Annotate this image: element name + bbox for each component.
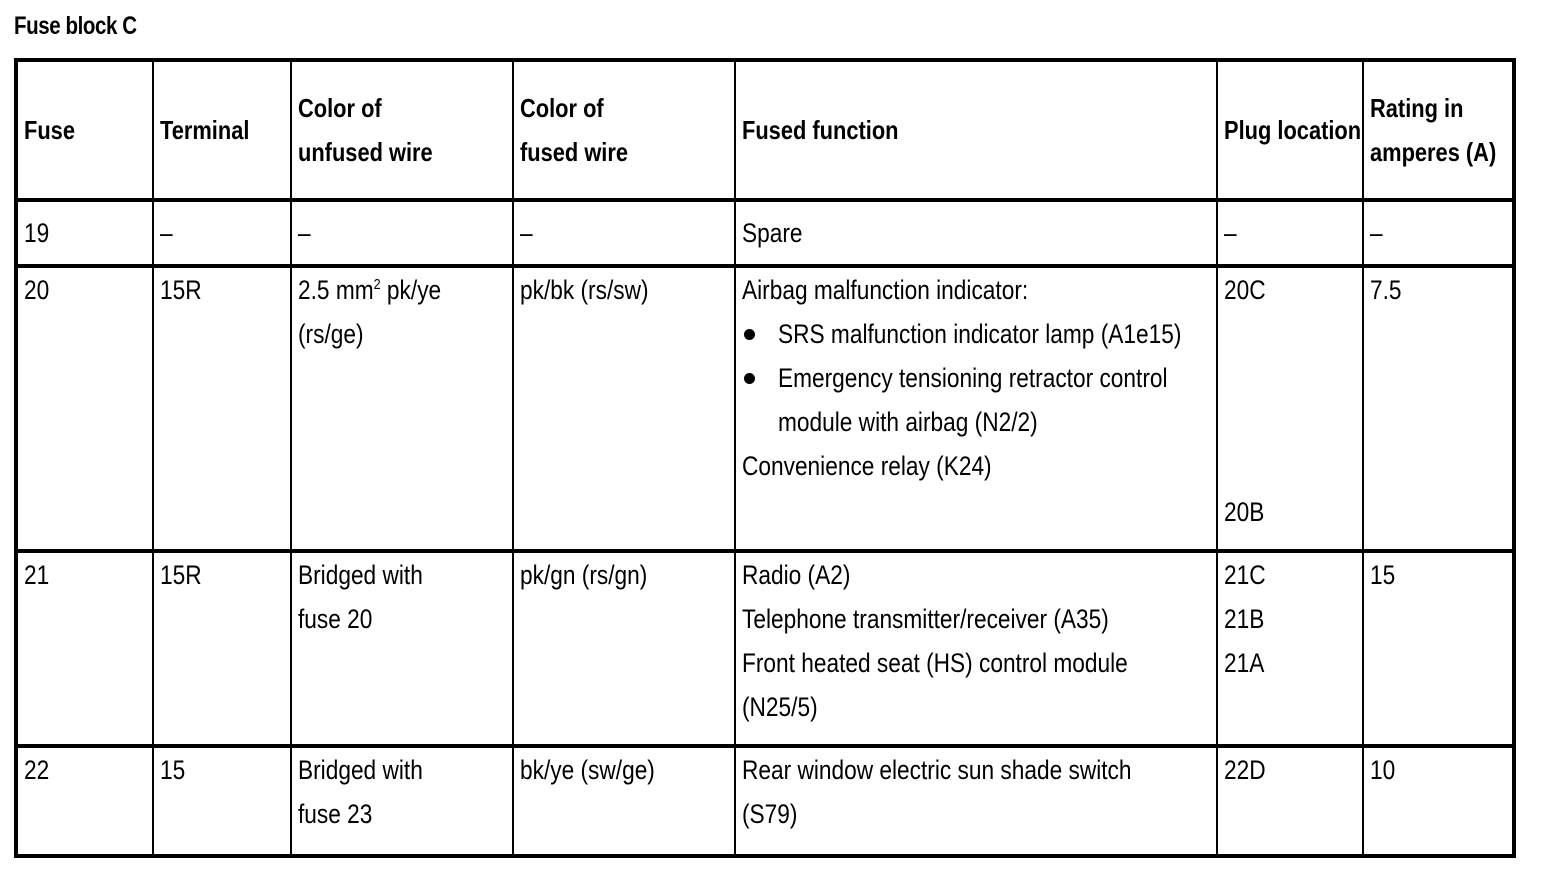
cell-fused-function: Spare [735, 200, 1217, 266]
cell-rating: 10 [1363, 746, 1514, 856]
cell-fused-function: Airbag malfunction indicator: SRS malfunction indicator lamp (A1e15) Emergency tensioning retractor control module with airbag (N2/2) Convenience relay (K24) [735, 266, 1217, 551]
cell-rating: 7.5 [1363, 266, 1514, 551]
cell-rating: 15 [1363, 551, 1514, 746]
fuse-table [14, 58, 1516, 858]
cell-terminal: 15R [153, 551, 291, 746]
header-fuse: Fuse [16, 60, 153, 200]
cell-fused-function: Rear window electric sun shade switch (S79) [735, 746, 1217, 856]
header-plug-location: Plug location [1217, 60, 1363, 200]
cell-rating: – [1363, 200, 1514, 266]
cell-fuse: 22 [16, 746, 153, 856]
cell-unfused-wire: Bridged with fuse 20 [291, 551, 513, 746]
cell-terminal: 15R [153, 266, 291, 551]
cell-terminal: 15 [153, 746, 291, 856]
header-unfused-wire: Color of unfused wire [291, 60, 513, 200]
table-row [16, 200, 1514, 266]
bullet-item: SRS malfunction indicator lamp (A1e15) [742, 312, 1210, 356]
bullet-icon [744, 373, 755, 384]
table-header-row [16, 60, 1514, 200]
header-fused-function: Fused function [735, 60, 1217, 200]
cell-unfused-wire: 2.5 $mm^2$ pk/ye (rs/ge) [291, 266, 513, 551]
bullet-item: Emergency tensioning retractor control module with airbag (N2/2) [742, 356, 1210, 444]
cell-plug-location: – [1217, 200, 1363, 266]
cell-fused-wire: – [513, 200, 735, 266]
cell-terminal: – [153, 200, 291, 266]
cell-plug-location: 22D [1217, 746, 1363, 856]
header-terminal: Terminal [153, 60, 291, 200]
cell-fused-wire: pk/gn (rs/gn) [513, 551, 735, 746]
cell-fused-function: Radio (A2) Telephone transmitter/receiver (A35) Front heated seat (HS) control module (N25/5) [735, 551, 1217, 746]
table-row [16, 746, 1514, 856]
page-title: Fuse block C [14, 12, 137, 40]
cell-fused-wire: bk/ye (sw/ge) [513, 746, 735, 856]
table-row [16, 266, 1514, 551]
cell-fuse: 21 [16, 551, 153, 746]
cell-unfused-wire: – [291, 200, 513, 266]
header-fused-wire: Color of fused wire [513, 60, 735, 200]
cell-plug-location: 21C 21B 21A [1217, 551, 1363, 746]
cell-plug-location: 20C 20B [1217, 266, 1363, 551]
cell-fuse: 19 [16, 200, 153, 266]
bullet-icon [744, 329, 755, 340]
table-row [16, 551, 1514, 746]
cell-unfused-wire: Bridged with fuse 23 [291, 746, 513, 856]
header-rating: Rating in amperes (A) [1363, 60, 1514, 200]
cell-fused-wire: pk/bk (rs/sw) [513, 266, 735, 551]
cell-fuse: 20 [16, 266, 153, 551]
